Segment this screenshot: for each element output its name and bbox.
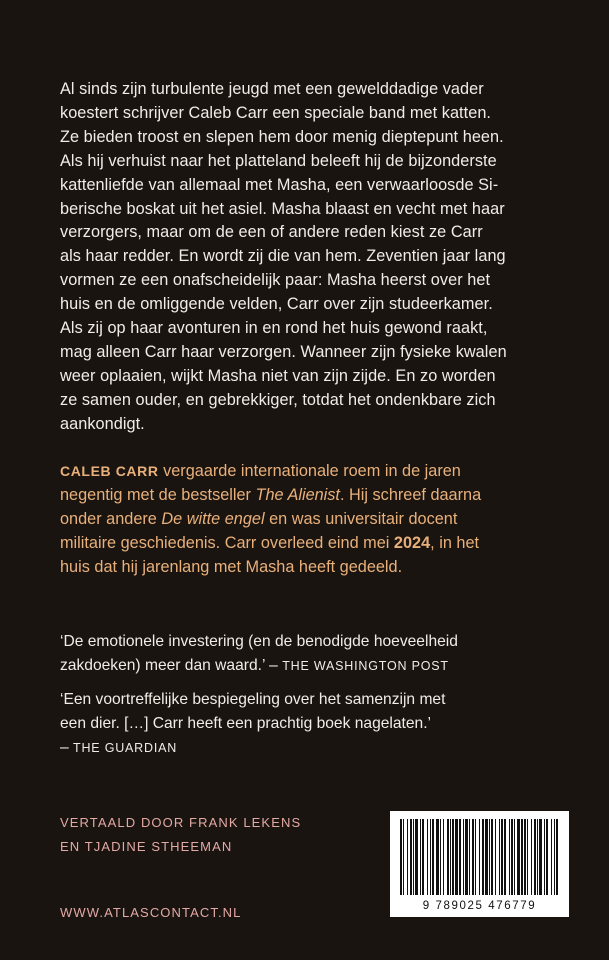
barcode-bar — [440, 819, 441, 895]
bio-line — [60, 460, 570, 484]
blurb-line: weer oplaaien, wijkt Masha niet van zijn zijde. En zo worden — [60, 366, 496, 385]
barcode-bar — [452, 819, 454, 895]
bio-line — [60, 532, 570, 556]
barcode-bar — [415, 819, 418, 895]
quote-line: een dier. […] Carr heeft een prachtig boek nagelaten.’ — [60, 715, 432, 732]
barcode-bar — [430, 819, 431, 895]
barcode-bar — [495, 819, 496, 895]
barcode-bar — [524, 819, 526, 895]
barcode-bar — [463, 819, 464, 895]
blurb-line: kattenliefde van allemaal met Masha, een verwaarloosde Si- — [60, 175, 499, 194]
bio-text: . Hij schreef daarna — [339, 485, 482, 504]
author-name: CALEB CARR — [60, 463, 159, 479]
quote-line: ‘Een voortreffelijke bespiegeling over het samenzijn met — [60, 691, 446, 708]
review-quote-washington-post — [60, 630, 570, 678]
barcode-bar — [491, 819, 493, 895]
barcode-bars — [398, 819, 561, 899]
death-year: 2024 — [393, 533, 431, 552]
barcode-bar — [450, 819, 451, 895]
barcode-bar — [459, 819, 461, 895]
quote-text: zakdoeken) meer dan waard.’ – — [60, 657, 283, 674]
barcode-bar — [407, 819, 408, 895]
book-title-witte-engel: De witte engel — [161, 509, 265, 528]
barcode-bar — [537, 819, 538, 895]
quote-line: ‘De emotionele investering (en de benodigde hoeveelheid — [60, 633, 458, 650]
barcode-bar — [517, 819, 520, 895]
bio-line: huis dat hij jarenlang met Masha heeft gedeeld. — [60, 557, 403, 576]
barcode-bar — [413, 819, 414, 895]
blurb-line: koestert schrijver Caleb Carr een speciale band met katten. — [60, 103, 491, 122]
quote-source: THE GUARDIAN — [73, 741, 178, 755]
barcode-bar — [422, 819, 424, 895]
barcode-bar — [400, 819, 402, 895]
isbn-barcode — [390, 811, 569, 917]
barcode-bar — [469, 819, 470, 895]
barcode-bar — [544, 819, 545, 895]
barcode-bar — [410, 819, 412, 895]
blurb-line: ze samen ouder, en gebrekkiger, totdat het ondenkbare zich — [60, 390, 496, 409]
blurb-line: Ze bieden troost en slepen hem door menig dieptepunt heen. — [60, 127, 504, 146]
book-title-alienist: The Alienist — [255, 485, 340, 504]
barcode-bar — [403, 819, 404, 895]
barcode-bar — [479, 819, 480, 895]
barcode-bar — [501, 819, 503, 895]
bio-text: onder andere — [60, 509, 162, 528]
barcode-bar — [420, 819, 421, 895]
barcode-bar — [499, 819, 500, 895]
barcode-bar — [436, 819, 439, 895]
quote-line — [60, 654, 570, 678]
blurb-line: Als zij op haar avonturen in en rond het huis gewond raakt, — [60, 319, 488, 338]
barcode-bar — [546, 819, 548, 895]
blurb-line: Als hij verhuist naar het platteland beleeft hij de bijzonderste — [60, 151, 497, 170]
quote-line — [60, 736, 570, 760]
bio-text: , in het — [430, 533, 480, 552]
barcode-bar — [521, 819, 523, 895]
bio-line — [60, 484, 570, 508]
barcode-bar — [531, 819, 532, 895]
barcode-bar — [534, 819, 536, 895]
blurb-line: huis en de omliggende velden, Carr over zijn studeerkamer. — [60, 295, 493, 314]
translator-line: EN TJADINE STHEEMAN — [60, 839, 233, 854]
barcode-bar — [556, 819, 558, 895]
blurb-paragraph — [60, 78, 570, 437]
isbn-number: 9 789025 476779 — [422, 900, 537, 912]
barcode-bar — [527, 819, 528, 895]
barcode-bar — [482, 819, 484, 895]
translator-line: VERTAALD DOOR FRANK LEKENS — [60, 815, 302, 830]
barcode-bar — [509, 819, 510, 895]
barcode-bar — [443, 819, 444, 895]
bio-line — [60, 508, 570, 532]
barcode-bar — [511, 819, 513, 895]
bio-text: vergaarde internationale roem in de jaren — [158, 462, 461, 480]
blurb-line: als haar redder. En wordt zij die van hem. Zeventien jaar lang — [60, 247, 506, 266]
translator-credit — [60, 811, 301, 859]
blurb-line: Al sinds zijn turbulente jeugd met een gewelddadige vader — [60, 80, 484, 98]
barcode-bar — [489, 819, 490, 895]
barcode-bar — [465, 819, 468, 895]
blurb-line: berische boskat uit het asiel. Masha blaast en vecht met haar — [60, 199, 505, 218]
author-bio — [60, 460, 570, 580]
blurb-line: vormen ze een onafscheidelijk paar: Masha heerst over het — [60, 271, 491, 290]
barcode-bar — [551, 819, 552, 895]
barcode-bar — [504, 819, 506, 895]
barcode-bar — [427, 819, 428, 895]
quote-source: THE WASHINGTON POST — [282, 659, 449, 673]
bio-text: negentig met de bestseller — [60, 485, 256, 504]
barcode-bar — [485, 819, 488, 895]
barcode-bar — [514, 819, 515, 895]
barcode-bar — [455, 819, 458, 895]
barcode-bar — [432, 819, 434, 895]
blurb-line: verzorgers, maar om de een of andere reden kiest ze Carr — [60, 223, 483, 242]
barcode-bar — [472, 819, 474, 895]
barcode-bar — [447, 819, 449, 895]
barcode-bar — [554, 819, 555, 895]
review-quote-guardian — [60, 688, 570, 760]
bio-text: en was universitair docent — [264, 509, 458, 528]
publisher-website: WWW.ATLASCONTACT.NL — [60, 905, 242, 920]
blurb-line: mag alleen Carr haar verzorgen. Wanneer zijn fysieke kwalen — [60, 342, 507, 361]
quote-text: – — [60, 739, 74, 756]
blurb-line: aankondigt. — [60, 414, 145, 433]
bio-text: militaire geschiedenis. Carr overleed eind mei — [60, 533, 394, 552]
barcode-bar — [539, 819, 542, 895]
barcode-bar — [475, 819, 476, 895]
